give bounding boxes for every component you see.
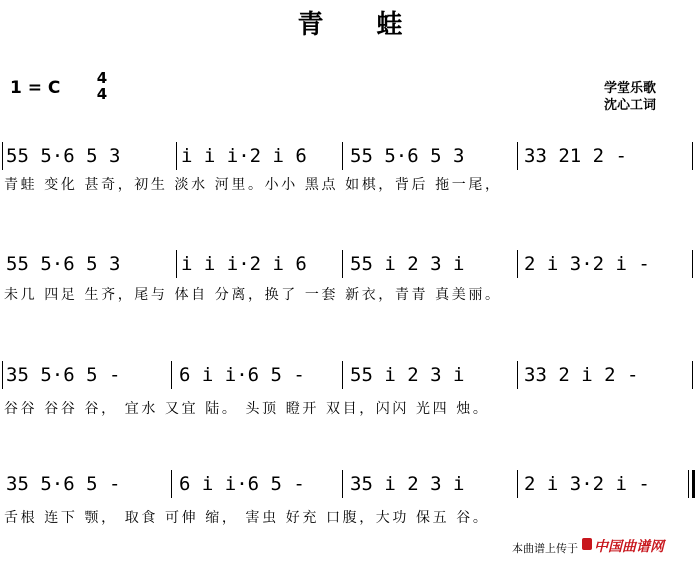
lyrics-line: 谷谷 谷谷 谷， 宜水 又宜 陆。 头顶 瞪开 双目，闪闪 光四 烛。 [4,401,490,417]
measure: 55 5·6 5 3 [6,145,121,167]
measure: 55 i 2 3 i [350,253,465,275]
measure: 2 i 3·2 i - [524,253,650,275]
barline [2,361,3,389]
barline [517,470,518,498]
measure: i i i·2 i 6 [181,253,307,275]
final-barline-thick [692,470,695,498]
measure: 6 i i·6 5 - [179,364,305,386]
measure: 6 i i·6 5 - [179,473,305,495]
notation-row [0,470,700,510]
credit-lyricist: 沈心工词 [604,98,657,113]
measure: 2 i 3·2 i - [524,473,650,495]
lyrics-line: 青蛙 变化 甚奇，初生 淡水 河里。小小 黑点 如棋，背后 拖一尾， [4,177,502,193]
lyrics-line: 未几 四足 生齐，尾与 体自 分离，换了 一套 新衣，青青 真美丽。 [4,287,502,303]
measure: 35 5·6 5 - [6,364,121,386]
time-signature [92,70,112,102]
barline [176,250,177,278]
barline [517,361,518,389]
measure: 33 21 2 - [524,145,627,167]
key-signature: 1 = C [10,78,61,98]
measure: 55 5·6 5 3 [6,253,121,275]
final-barline-thin [688,470,689,498]
barline [342,361,343,389]
song-title: 青 蛙 [297,10,425,40]
barline [171,361,172,389]
measure: 55 i 2 3 i [350,364,465,386]
meter-top: 4 [96,69,108,87]
site-logo-icon [582,538,592,550]
notation-row [0,361,700,401]
barline [692,142,693,170]
barline [692,361,693,389]
measure: 35 i 2 3 i [350,473,465,495]
upload-note: 本曲谱上传于 [512,542,578,555]
meter-bottom: 4 [96,85,108,103]
barline [171,470,172,498]
lyrics-line: 舌根 连下 颚， 取食 可伸 缩， 害虫 好充 口腹，大功 保五 谷。 [4,510,490,526]
barline [517,142,518,170]
measure: 35 5·6 5 - [6,473,121,495]
barline [342,470,343,498]
barline [692,250,693,278]
barline [342,142,343,170]
site-name[interactable]: 中国曲谱网 [594,539,664,555]
measure: 55 5·6 5 3 [350,145,465,167]
barline [342,250,343,278]
measure: i i i·2 i 6 [181,145,307,167]
measure: 33 2 i 2 - [524,364,639,386]
barline [2,142,3,170]
credit-music: 学堂乐歌 [604,81,657,96]
barline [517,250,518,278]
barline [176,142,177,170]
